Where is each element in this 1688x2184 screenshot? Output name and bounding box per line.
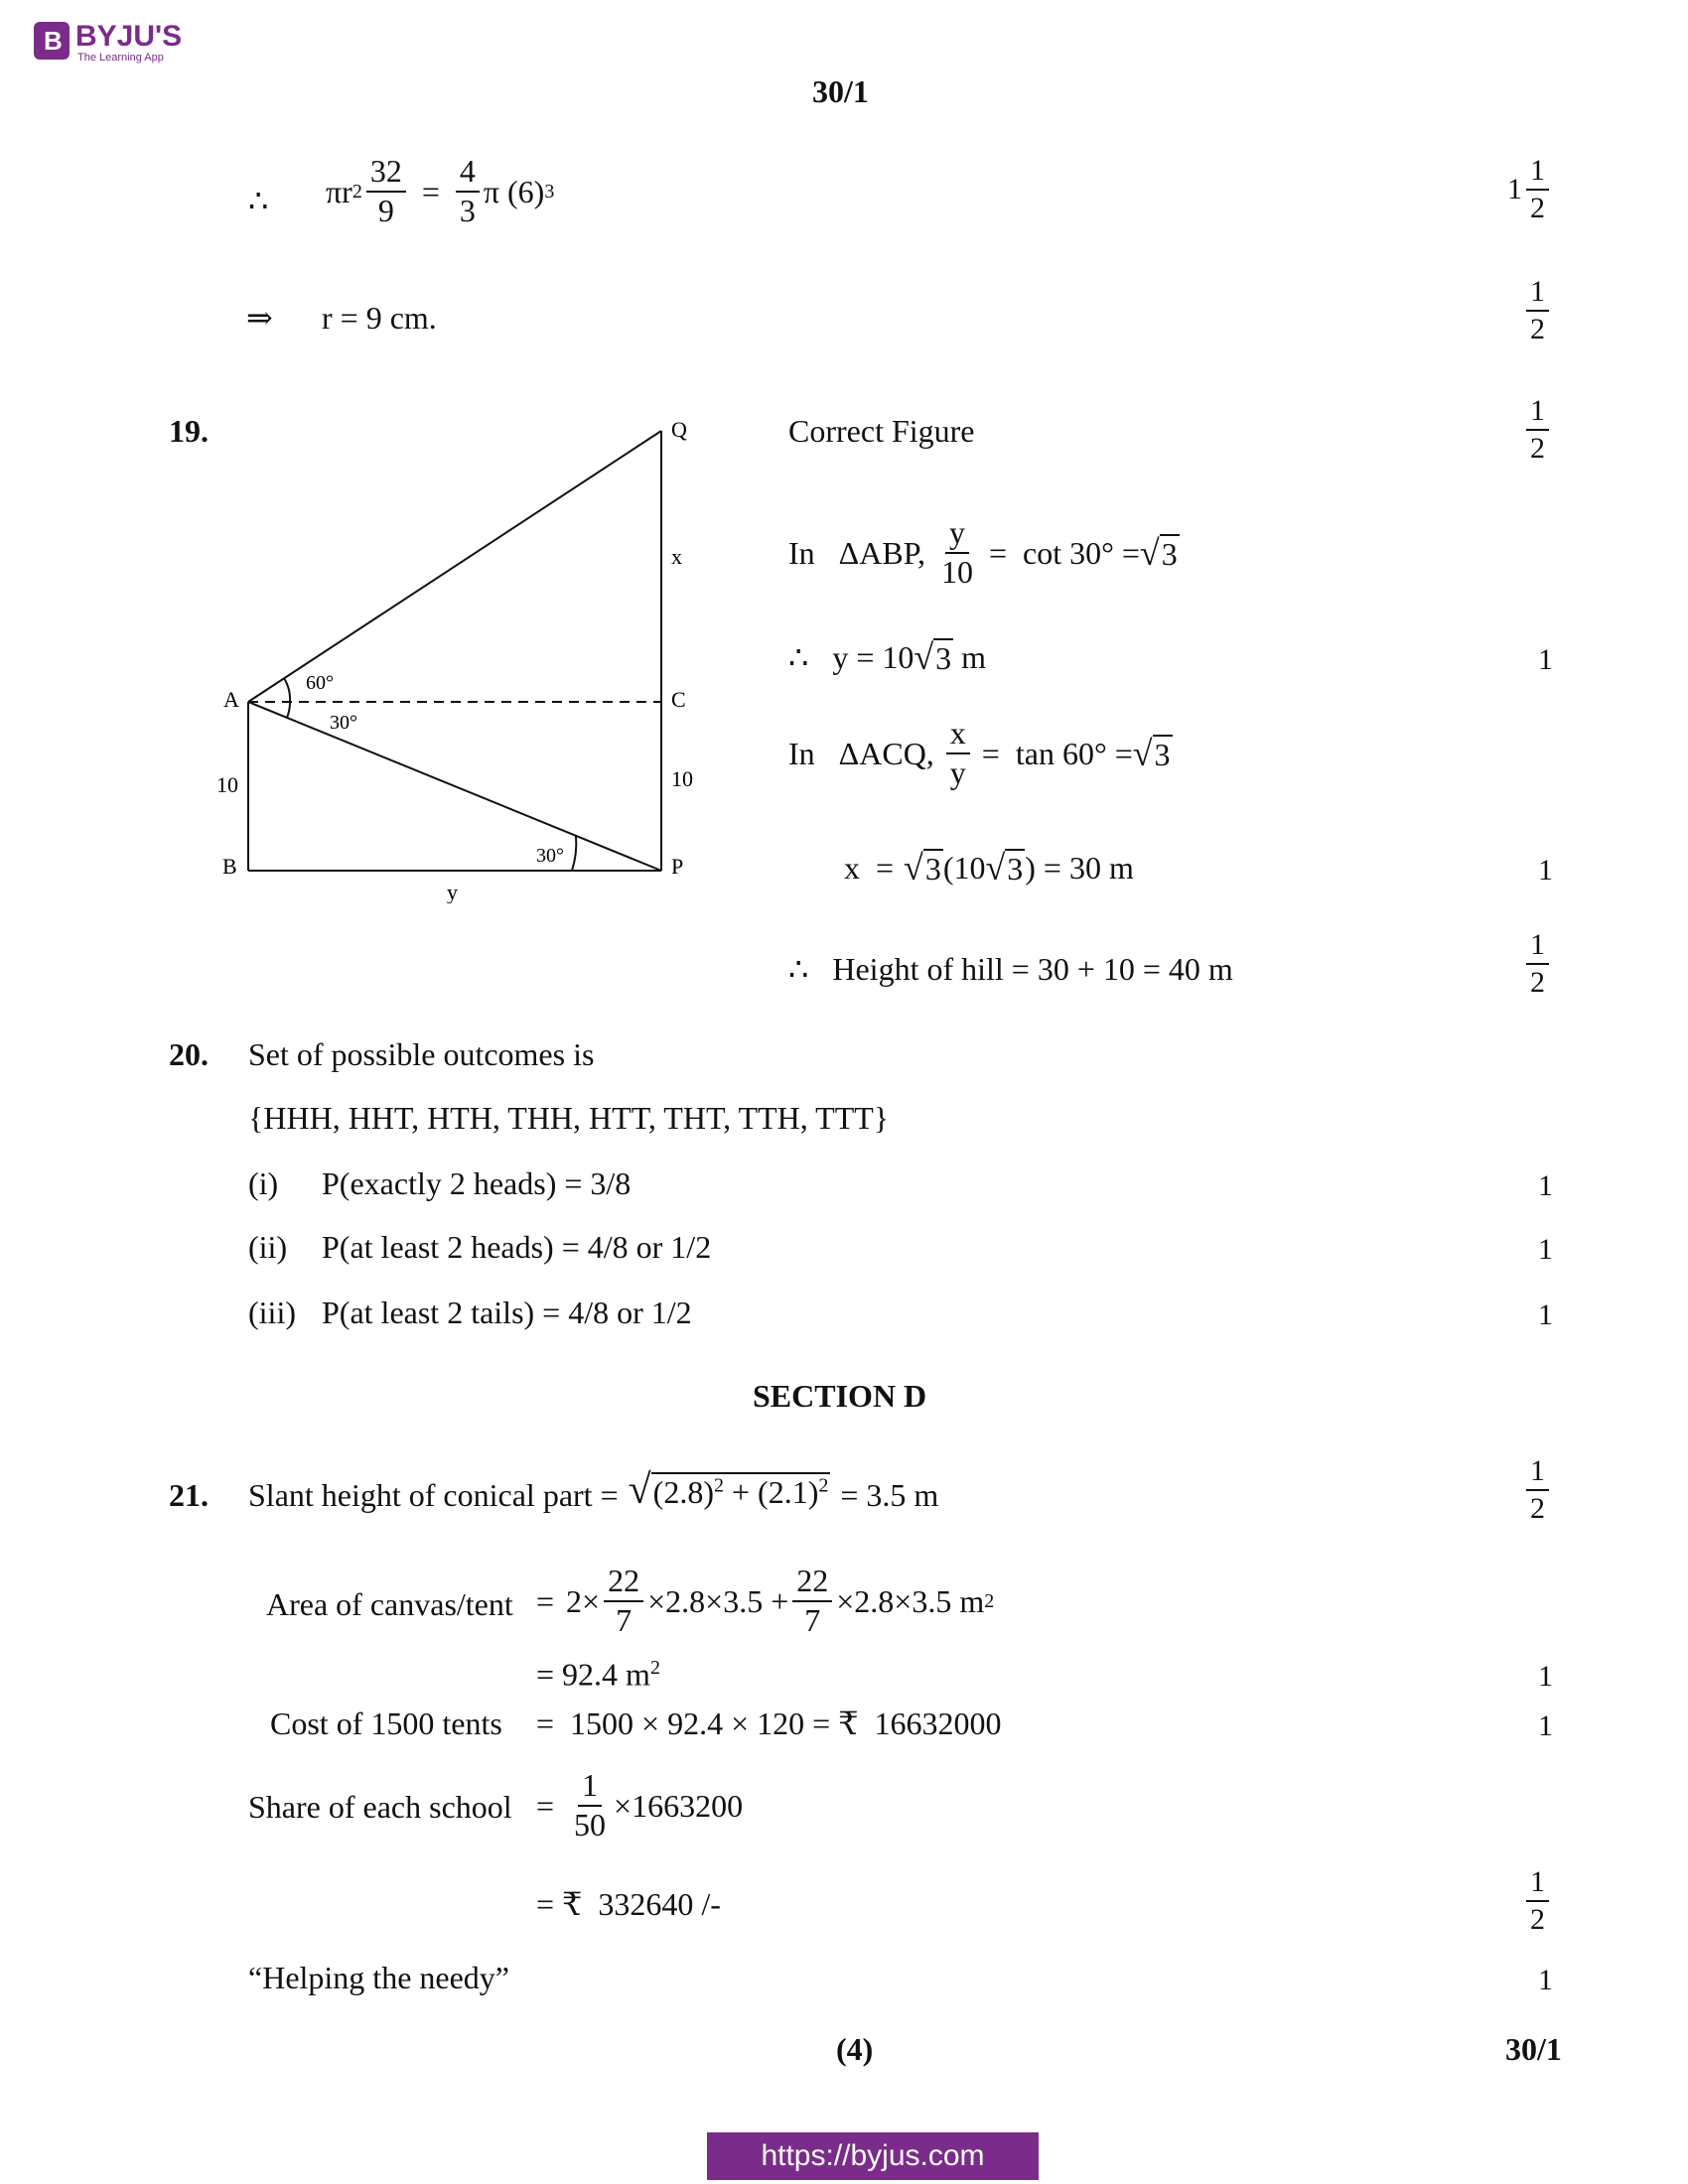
area-pre: 2× <box>566 1582 601 1619</box>
area-label: Area of canvas/tent <box>266 1586 513 1622</box>
square-root <box>629 1469 831 1511</box>
square-root <box>904 850 943 886</box>
area-tail: ×2.8×3.5 m <box>836 1582 985 1619</box>
numerator: 4 <box>456 155 480 193</box>
fraction <box>604 1565 643 1637</box>
mark: 1 <box>1538 643 1553 676</box>
mark: 1 <box>1538 1660 1553 1693</box>
denominator: y <box>949 753 966 790</box>
label-angle-30b: 30° <box>536 845 564 867</box>
label-10-right: 10 <box>671 766 693 791</box>
exponent: 2 <box>984 1589 995 1612</box>
fraction <box>366 155 406 227</box>
section-heading: SECTION D <box>753 1378 927 1414</box>
angle-arc-30a <box>287 702 290 718</box>
square-root <box>914 639 953 675</box>
square-root <box>1132 733 1173 773</box>
equals: = <box>536 1787 555 1824</box>
numerator: 1 <box>1526 155 1549 191</box>
denominator: 2 <box>1530 312 1545 345</box>
label-angle-30a: 30° <box>330 712 357 734</box>
radical-sign: √ <box>904 848 923 887</box>
square-root <box>985 850 1025 886</box>
rhs: π (6) <box>483 173 545 209</box>
hill-figure <box>199 407 715 903</box>
step-rhs: = tan 60° = <box>981 735 1133 771</box>
denominator: 2 <box>1530 965 1545 999</box>
label-P: P <box>671 854 684 879</box>
item-label: (iii) <box>248 1295 296 1330</box>
fraction <box>1526 929 1549 998</box>
exponent: 3 <box>544 180 555 203</box>
mark: 1 <box>1538 1169 1553 1202</box>
label-y: y <box>447 880 458 903</box>
step-prefix: x = <box>844 850 895 886</box>
denominator: 50 <box>574 1806 607 1843</box>
denominator: 7 <box>616 1601 633 1638</box>
fraction <box>1526 276 1549 344</box>
pi-r: πr <box>326 173 352 209</box>
paper-code-header: 30/1 <box>812 73 869 109</box>
logo-name: BYJU'S <box>75 20 183 53</box>
step-prefix: ∴ y = 10 <box>788 639 914 675</box>
numerator: 1 <box>1526 929 1549 965</box>
share-tail: ×1663200 <box>614 1787 744 1824</box>
label-x: x <box>671 544 682 569</box>
fraction <box>456 155 480 227</box>
exponent: 2 <box>713 1474 724 1497</box>
fraction <box>570 1769 610 1842</box>
step-suffix: m <box>953 639 987 675</box>
label-B: B <box>222 854 237 879</box>
paper-code-footer: 30/1 <box>1505 2031 1562 2067</box>
denominator: 10 <box>940 553 973 590</box>
share-expression <box>536 1769 743 1842</box>
mark <box>1522 1866 1553 1935</box>
radicand: 3 <box>924 851 941 887</box>
equals: = <box>421 173 440 209</box>
mark <box>1522 1455 1553 1524</box>
term-a: (2.8) <box>652 1474 714 1510</box>
mark <box>1507 155 1553 223</box>
mark <box>1522 276 1553 344</box>
therefore-symbol: ∴ <box>248 183 269 218</box>
step-acq <box>788 717 1173 789</box>
radicand: 3 <box>1161 535 1178 572</box>
angle-arc-60 <box>284 678 290 702</box>
equals: = <box>536 1582 555 1619</box>
item-text: P(exactly 2 heads) = 3/8 <box>322 1165 632 1201</box>
line-AP <box>248 702 661 871</box>
item-text: P(at least 2 heads) = 4/8 or 1/2 <box>322 1229 712 1265</box>
label-angle-60: 60° <box>306 672 334 694</box>
radical-sign: √ <box>628 1467 651 1513</box>
exponent: 2 <box>649 1657 660 1679</box>
numerator: 1 <box>1526 276 1549 312</box>
denominator: 2 <box>1530 431 1545 465</box>
numerator: 22 <box>604 1565 643 1602</box>
denominator: 3 <box>459 192 476 228</box>
step-y-value <box>788 639 986 675</box>
correct-figure-text: Correct Figure <box>788 413 975 449</box>
exponent: 2 <box>352 180 362 203</box>
radical-sign: √ <box>1139 532 1160 573</box>
area-result <box>536 1658 660 1691</box>
term-b: + (2.1) <box>723 1474 819 1510</box>
height-of-hill: ∴ Height of hill = 30 + 10 = 40 m <box>788 951 1233 987</box>
question-number: 19. <box>169 413 209 449</box>
share-result: = ₹ 332640 /- <box>536 1886 721 1922</box>
step-x-value <box>844 850 1134 886</box>
slant-height-line <box>248 1463 938 1511</box>
question-number: 20. <box>169 1036 209 1072</box>
step-abp <box>788 516 1180 589</box>
step-prefix: In ΔACQ, <box>788 735 934 771</box>
fraction <box>937 516 977 589</box>
label-A: A <box>223 687 239 712</box>
mark: 1 <box>1538 1298 1553 1331</box>
denominator: 2 <box>1530 1491 1545 1525</box>
radical-sign: √ <box>914 637 934 677</box>
item-text: P(at least 2 tails) = 4/8 or 1/2 <box>322 1295 692 1330</box>
page-number: (4) <box>836 2031 874 2067</box>
area-expression <box>536 1565 994 1637</box>
value-statement: “Helping the needy” <box>248 1960 509 1995</box>
logo-letter: B <box>44 26 63 56</box>
numerator: 22 <box>792 1565 832 1602</box>
fraction <box>1526 155 1549 223</box>
numerator: 32 <box>366 155 406 193</box>
mark: 1 <box>1538 1233 1553 1266</box>
outcomes-set: {HHH, HHT, HTH, THH, HTT, THT, TTH, TTT} <box>248 1100 890 1136</box>
mark: 1 <box>1538 854 1553 887</box>
denominator: 2 <box>1530 1902 1545 1936</box>
implies-symbol: ⇒ <box>246 300 273 336</box>
fraction <box>946 717 970 789</box>
step-prefix: In ΔABP, <box>788 534 925 571</box>
step-suffix: ) = 30 m <box>1025 850 1134 886</box>
fraction <box>1526 395 1549 464</box>
item-label: (i) <box>248 1165 279 1201</box>
fraction <box>792 1565 832 1637</box>
radicand <box>651 1472 831 1510</box>
numerator: 1 <box>1526 395 1549 431</box>
radical-sign: √ <box>1132 733 1153 773</box>
radical-sign: √ <box>985 848 1006 887</box>
square-root <box>1139 532 1180 573</box>
angle-arc-30b <box>572 836 576 871</box>
line-AQ <box>248 431 661 702</box>
denominator: 9 <box>377 192 394 228</box>
exponent: 2 <box>818 1474 829 1497</box>
label-Q: Q <box>671 417 687 442</box>
slant-label: Slant height of conical part = <box>248 1477 619 1513</box>
radicand: 3 <box>1154 736 1171 772</box>
volume-equation <box>326 155 554 227</box>
slant-result: = 3.5 m <box>840 1477 939 1513</box>
numerator: x <box>946 717 970 754</box>
area-result-value: = 92.4 m <box>536 1656 650 1693</box>
radicand: 3 <box>935 640 952 676</box>
question-number: 21. <box>169 1477 209 1513</box>
label-C: C <box>671 687 686 712</box>
denominator: 7 <box>804 1601 821 1638</box>
label-10-left: 10 <box>216 772 238 797</box>
mark <box>1522 395 1553 464</box>
cost-label: Cost of 1500 tents <box>270 1706 502 1741</box>
radicand: 3 <box>1007 851 1024 887</box>
numerator: 1 <box>1526 1455 1549 1491</box>
area-mid: ×2.8×3.5 + <box>647 1582 789 1619</box>
logo-tagline: The Learning App <box>77 52 164 64</box>
numerator: 1 <box>578 1769 602 1807</box>
mark: 1 <box>1538 1709 1553 1742</box>
fraction <box>1526 1866 1549 1935</box>
mark <box>1522 929 1553 998</box>
fraction <box>1526 1455 1549 1524</box>
step-rhs: = cot 30° = <box>988 534 1140 571</box>
numerator: 1 <box>1526 1866 1549 1902</box>
mark: 1 <box>1538 1964 1553 1996</box>
result-r: r = 9 cm. <box>322 300 437 336</box>
share-label: Share of each school <box>248 1789 512 1825</box>
item-label: (ii) <box>248 1229 288 1265</box>
mark-whole: 1 <box>1507 172 1522 205</box>
cost-expression: = 1500 × 92.4 × 120 = ₹ 16632000 <box>536 1706 1002 1741</box>
denominator: 2 <box>1530 191 1545 224</box>
numerator: y <box>945 516 969 554</box>
outcomes-intro: Set of possible outcomes is <box>248 1036 595 1072</box>
step-mid: (10 <box>942 850 986 886</box>
source-url-link[interactable]: https://byjus.com <box>707 2132 1039 2180</box>
